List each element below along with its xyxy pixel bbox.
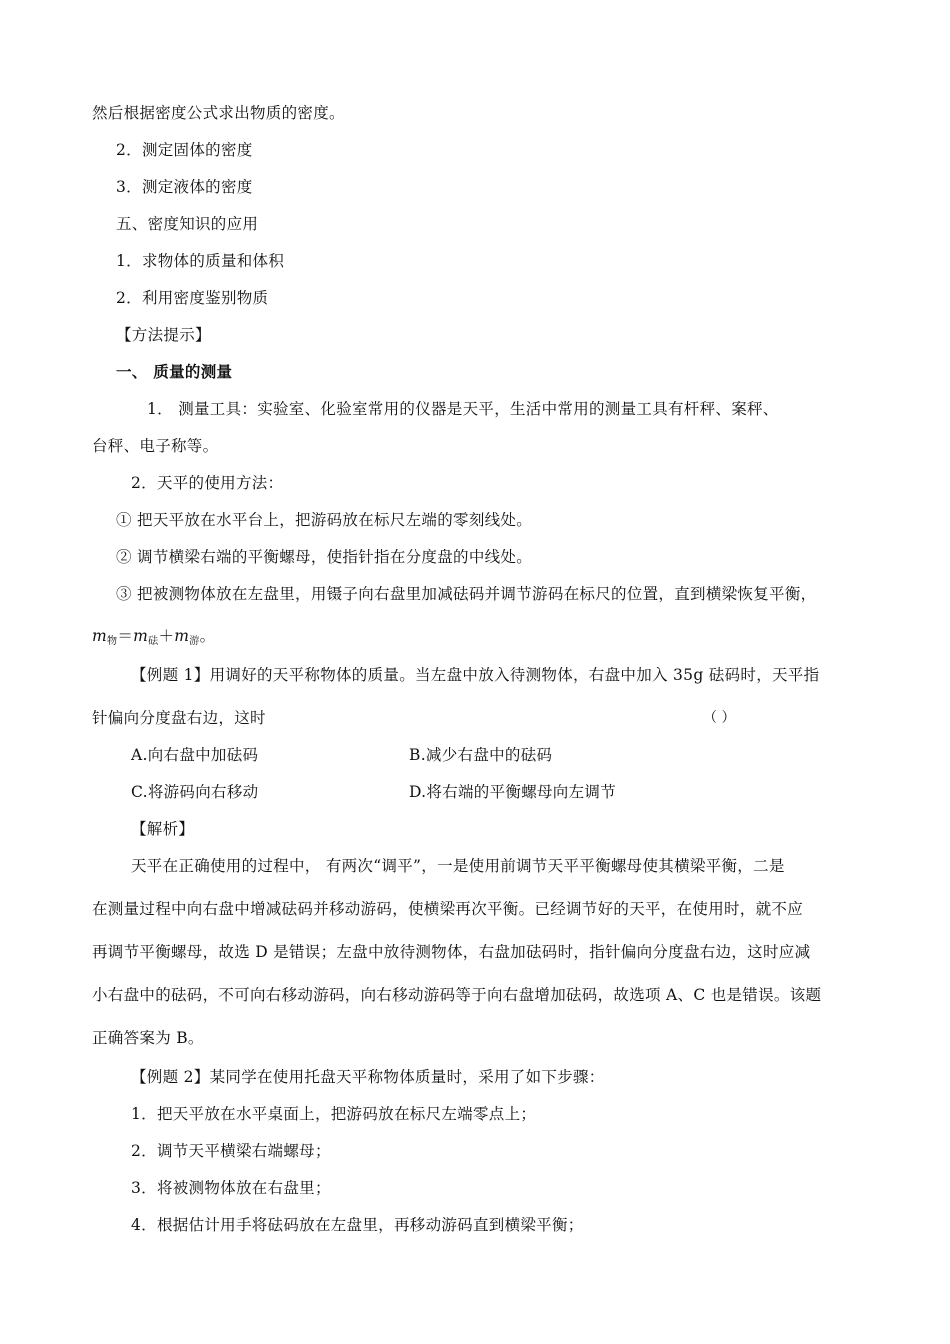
option-b: B.减少右盘中的砝码 [409, 746, 553, 764]
formula-subscript: 游 [189, 636, 200, 647]
text-line: 天平在正确使用的过程中， 有两次“调平”，一是使用前调节天平平衡螺母使其横梁平衡，二是 [131, 857, 785, 875]
option-a: A.向右盘中加砝码 [131, 746, 259, 764]
text-line: 在测量过程中向右盘中增减砝码并移动游码，使横梁再次平衡。已经调节好的天平，在使用时，就不应 [92, 900, 804, 918]
text-line: 2．测定固体的密度 [116, 141, 253, 159]
text-line: 1．求物体的质量和体积 [116, 252, 285, 270]
section-heading: 【解析】 [131, 820, 195, 838]
section-heading: 一、 质量的测量 [116, 362, 233, 381]
text-line: ③ 把被测物体放在左盘里，用镊子向右盘里加减砝码并调节游码在标尺的位置，直到横梁恢复平衡， [116, 585, 817, 603]
text-line: 然后根据密度公式求出物质的密度。 [92, 104, 345, 122]
text-line: 2．天平的使用方法： [131, 474, 284, 492]
formula-operator: ＝ [117, 627, 134, 645]
formula-subscript: 物 [107, 636, 118, 647]
text-line: 2．利用密度鉴别物质 [116, 289, 269, 307]
formula-symbol: m [174, 627, 190, 645]
mass-formula [92, 626, 215, 652]
option-c: C.将游码向右移动 [131, 783, 259, 801]
formula-subscript: 砝 [148, 636, 159, 647]
option-d: D.将右端的平衡螺母向左调节 [409, 783, 617, 801]
text-line: ② 调节横梁右端的平衡螺母，使指针指在分度盘的中线处。 [116, 548, 533, 566]
text-line: 1． 测量工具：实验室、化验室常用的仪器是天平，生活中常用的测量工具有杆秤、案秤、 [147, 400, 779, 418]
text-line: 1．把天平放在水平桌面上，把游码放在标尺左端零点上； [131, 1105, 537, 1123]
formula-symbol: m [133, 627, 149, 645]
text-line: 台秤、电子称等。 [92, 437, 219, 455]
text-line: 正确答案为 B。 [92, 1029, 204, 1047]
text-line: 再调节平衡螺母，故选 D 是错误；左盘中放待测物体，右盘加砝码时，指针偏向分度盘右边，这时应减 [92, 943, 811, 961]
formula-symbol: m [92, 627, 107, 645]
example-question: 【例题 1】用调好的天平称物体的质量。当左盘中放入待测物体，右盘中加入 35g 砝码时，天平指 [131, 666, 820, 684]
text-line: 3．测定液体的密度 [116, 178, 253, 196]
text-line: 3．将被测物体放在右盘里； [131, 1179, 331, 1197]
example-question: 【例题 2】某同学在使用托盘天平称物体质量时，采用了如下步骤： [131, 1068, 605, 1086]
example-question: 针偏向分度盘右边，这时 [92, 709, 266, 727]
formula-operator: ＋ [158, 627, 175, 645]
answer-blank: （ ） [703, 710, 736, 726]
text-line: 小右盘中的砝码，不可向右移动游码，向右移动游码等于向右盘增加砝码，故选项 A、C 也是错误。该题 [92, 986, 822, 1004]
section-heading: 五、密度知识的应用 [116, 215, 259, 233]
formula-end: 。 [199, 627, 216, 645]
text-line: ① 把天平放在水平台上，把游码放在标尺左端的零刻线处。 [116, 511, 533, 529]
text-line: 2．调节天平横梁右端螺母； [131, 1142, 331, 1160]
section-heading: 【方法提示】 [116, 326, 211, 344]
text-line: 4．根据估计用手将砝码放在左盘里，再移动游码直到横梁平衡； [131, 1216, 584, 1234]
